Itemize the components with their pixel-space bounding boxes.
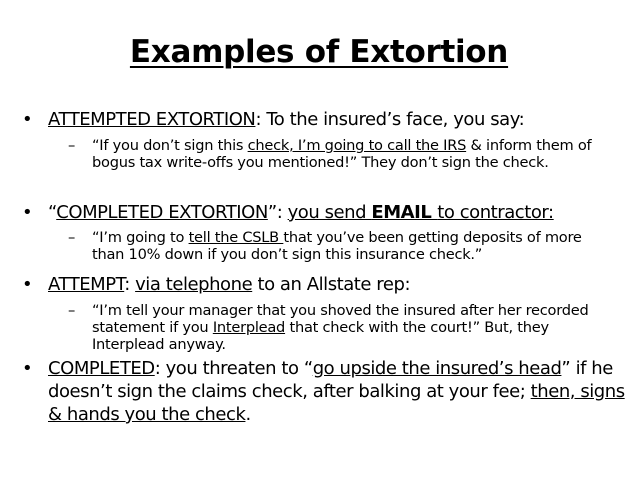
sub-bullet-manager-threat [68,302,616,354]
bullet-icon: • [22,358,33,379]
sub-bullet-text: “I’m tell your manager that you shoved the insured after her recorded statement if you Interplead that check with the court!” But, they Interplead anyway. [92,302,589,354]
bullet-text: COMPLETED: you threaten to “go upside the insured’s head” if he doesn’t sign the claims check, after balking at your fee; then, signs & hands you the check. [48,358,625,425]
bullet-completed-extortion [22,201,632,224]
bullet-label: ATTEMPT [48,274,125,295]
sub-bullet-cslb-threat [68,229,616,263]
bullet-text: ATTEMPT: via telephone to an Allstate rep: [48,274,411,295]
bullet-label: COMPLETED [48,358,155,379]
bullet-label: ATTEMPTED EXTORTION [48,109,256,130]
bullet-icon: • [22,109,33,130]
sub-bullet-irs-threat [68,137,616,171]
sub-bullet-text: “I’m going to tell the CSLB that you’ve been getting deposits of more than 10% down if you don’t sign this insurance check.” [92,229,582,264]
bullet-icon: • [22,274,33,295]
dash-icon: – [68,229,76,246]
bullet-attempted-extortion [22,108,632,131]
dash-icon: – [68,137,76,154]
slide-title: Examples of Extortion [129,34,509,70]
dash-icon: – [68,302,76,319]
bullet-icon: • [22,202,33,223]
email-emphasis: EMAIL [371,202,438,223]
bullet-label: COMPLETED EXTORTION [56,202,268,223]
bullet-text: “COMPLETED EXTORTION”: you send EMAIL to contractor: [48,202,554,223]
bullet-text: ATTEMPTED EXTORTION: To the insured’s face, you say: [48,109,525,130]
bullet-attempt [22,273,632,296]
bullet-completed [22,357,632,426]
sub-bullet-text: “If you don’t sign this check, I’m going to call the IRS & inform them of bogus tax write-offs you mentioned!” They don’t sign the check. [92,137,592,172]
